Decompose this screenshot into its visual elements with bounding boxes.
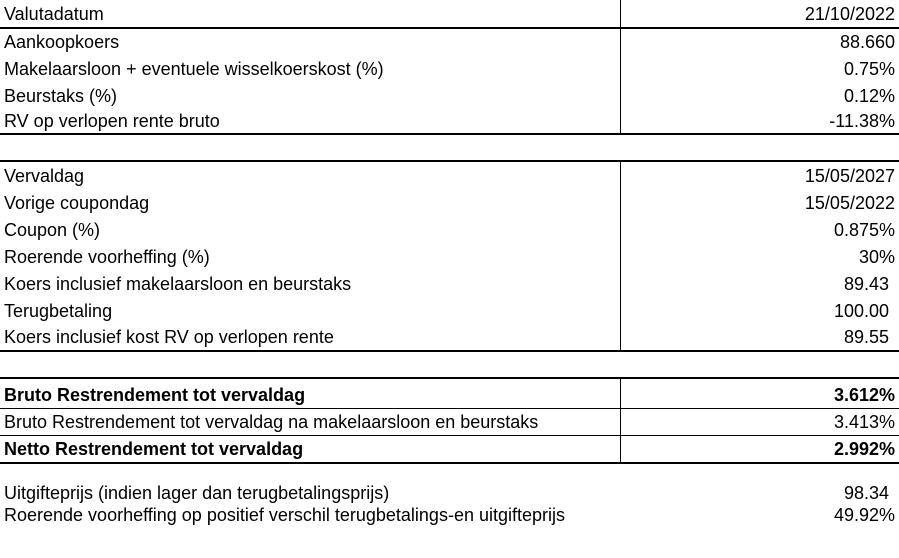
table-row: [0, 83, 899, 109]
row-label: Makelaarsloon + eventuele wisselkoerskost (%): [4, 58, 384, 79]
row-value: 100.00: [833, 300, 889, 321]
divider: [0, 350, 899, 352]
table-row: [0, 1, 899, 27]
table-row: [0, 217, 899, 243]
table-row: [0, 325, 899, 350]
table-row: [0, 382, 899, 408]
divider: [0, 462, 899, 464]
row-label: Bruto Restrendement tot vervaldag na makelaarsloon en beurstaks: [4, 412, 539, 432]
divider: [0, 133, 899, 135]
table-row: [0, 163, 899, 189]
row-value: 0.875%: [833, 219, 895, 240]
row-value: 15/05/2027: [804, 165, 895, 186]
row-value: 0.12%: [843, 85, 895, 106]
row-value: 2.992%: [833, 439, 895, 459]
row-label: Aankoopkoers: [4, 31, 120, 52]
table-row: [0, 437, 899, 462]
row-value: 98.34: [843, 483, 889, 503]
row-label: Uitgifteprijs (indien lager dan terugbetalingsprijs): [4, 483, 390, 503]
table-row: [0, 410, 899, 435]
divider: [0, 160, 899, 162]
row-value: 0.75%: [843, 58, 895, 79]
row-label: Beurstaks (%): [4, 85, 118, 106]
row-label: Vervaldag: [4, 165, 85, 186]
row-value: 49.92%: [833, 505, 895, 525]
row-label: Netto Restrendement tot vervaldag: [4, 439, 304, 459]
row-value: 15/05/2022: [804, 192, 895, 213]
row-label: Koers inclusief kost RV op verlopen rente: [4, 327, 334, 347]
row-label: RV op verlopen rente bruto: [4, 110, 220, 131]
row-value: 3.612%: [833, 384, 895, 405]
row-value: 3.413%: [833, 412, 895, 432]
row-label: Roerende voorheffing op positief verschil terugbetalings-en uitgifteprijs: [4, 505, 565, 525]
table-row: [0, 109, 899, 133]
row-value: 30%: [858, 246, 895, 267]
table-row: [0, 244, 899, 270]
row-label: Koers inclusief makelaarsloon en beurstaks: [4, 273, 352, 294]
divider: [0, 377, 899, 379]
row-value: -11.38%: [829, 110, 895, 131]
row-label: Coupon (%): [4, 219, 101, 240]
table-row: [0, 190, 899, 216]
table-row: [0, 503, 899, 528]
row-value: 89.43: [843, 273, 889, 294]
row-value: 88.660: [839, 31, 895, 52]
row-label: Vorige coupondag: [4, 192, 150, 213]
divider: [0, 408, 899, 409]
row-label: Terugbetaling: [4, 300, 113, 321]
table-row: [0, 271, 899, 297]
row-label: Roerende voorheffing (%): [4, 246, 210, 267]
table-row: [0, 298, 899, 324]
row-label: Bruto Restrendement tot vervaldag: [4, 384, 306, 405]
table-row: [0, 56, 899, 82]
row-label: Valutadatum: [4, 3, 104, 24]
row-value: 89.55: [843, 327, 889, 347]
row-value: 21/10/2022: [804, 3, 895, 24]
divider: [0, 435, 899, 436]
table-row: [0, 29, 899, 55]
